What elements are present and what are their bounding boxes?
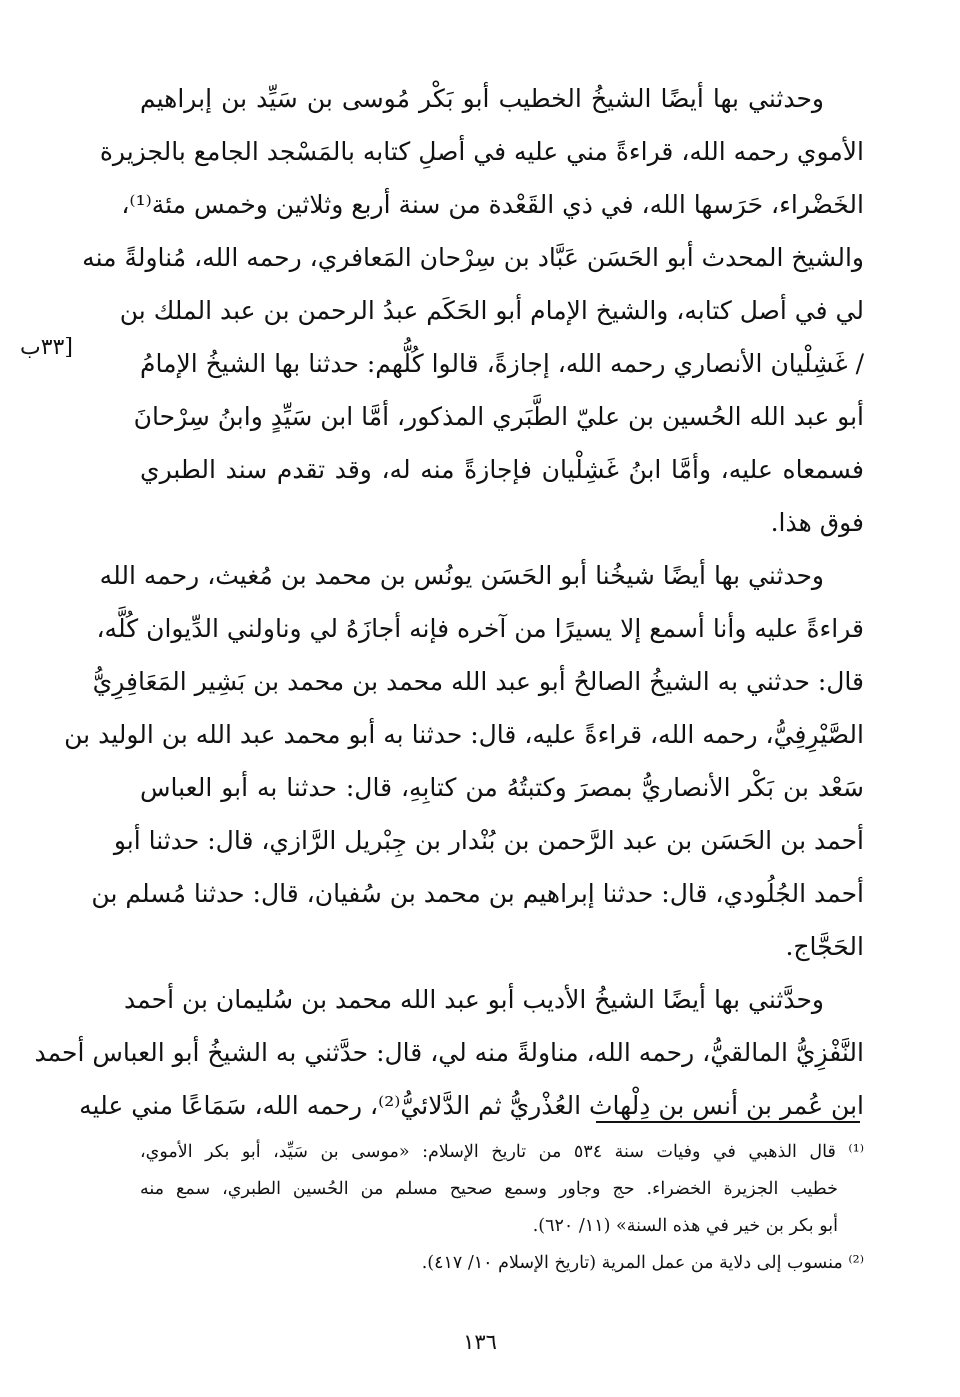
text-line: وحدَّثني بها أيضًا الشيخُ الأديب أبو عبد الله محمد بن سُليمان بن أحمد: [124, 985, 824, 1014]
text-line: قال: حدثني به الشيخُ الصالحُ أبو عبد الله محمد بن محمد بن بَشِير المَعَافِرِيُّ: [92, 667, 864, 696]
folio-margin-note: [٣٣ب: [20, 335, 73, 360]
footnote-line: أبو بكر بن خير في هذه السنة» (١١/ ٦٢٠).: [532, 1216, 838, 1236]
text-line: فوق هذا.: [770, 508, 864, 537]
text-line: سَعْد بن بَكْر الأنصاريُّ بمصرَ وكتبتُهُ من كتابِهِ، قال: حدثنا به أبو العباس: [140, 773, 864, 802]
text-line: وحدثني بها أيضًا شيخُنا أبو الحَسَن يونُس بن محمد بن مُغيث، رحمه الله: [99, 561, 824, 590]
text-line: أحمد الجُلُودي، قال: حدثنا إبراهيم بن محمد بن سُفيان، قال: حدثنا مُسلم بن: [91, 879, 864, 908]
text-line: الأموي رحمه الله، قراءةً مني عليه في أصلِ كتابه بالمَسْجد الجامع بالجزيرة: [99, 137, 864, 166]
text-line: قراءةً عليه وأنا أسمع إلا يسيرًا من آخره فإنه أجازَهُ لي وناولني الدِّيوان كُلَّه،: [96, 614, 864, 643]
footnote-line: ⁽²⁾ منسوب إلى دلاية من عمل المرية (تاريخ الإسلام ١٠/ ٤١٧).: [421, 1253, 864, 1273]
footnote-line: ⁽¹⁾ قال الذهبي في وفيات سنة ٥٣٤ من تاريخ الإسلام: «موسى بن سَيِّد، أبو بكر الأموي،: [140, 1142, 865, 1162]
page-number: ١٣٦: [463, 1330, 497, 1354]
text-line: والشيخ المحدث أبو الحَسَن عَبَّاد بن سِرْحان المَعافري، رحمه الله، مُناولةً منه: [82, 243, 864, 272]
text-line: ابن عُمر بن أنس بن دِلْهاث العُذْريُّ ثم الدَّلائيُّ⁽²⁾، رحمه الله، سَمَاعًا مني عليه: [79, 1091, 864, 1120]
text-line: / غَشِلْيان الأنصاري رحمه الله، إجازةً، قالوا كُلُّهم: حدثنا بها الشيخُ الإمامُ: [140, 349, 864, 378]
text-line: أحمد بن الحَسَن بن عبد الرَّحمن بن بُنْدار بن جِبْريل الرَّازي، قال: حدثنا أبو: [113, 826, 864, 855]
footnote-line: خطيب الجزيرة الخضراء. حج وجاور وسمع صحيح مسلم من الحُسين الطبري، سمع منه: [140, 1179, 838, 1199]
text-line: فسمعاه عليه، وأمَّا ابنُ غَشِلْيان فإجازةً منه له، وقد تقدم سند الطبري: [140, 455, 864, 484]
text-line: الصَّيْرِفِيُّ، رحمه الله، قراءةً عليه، قال: حدثنا به أبو محمد عبد الله بن الوليد بن: [64, 720, 864, 749]
text-line: وحدثني بها أيضًا الشيخُ الخطيب أبو بَكْر مُوسى بن سَيِّد بن إبراهيم: [140, 84, 824, 113]
text-line: لي في أصل كتابه، والشيخ الإمام أبو الحَكَم عبدُ الرحمن بن عبد الملك بن: [119, 296, 864, 325]
text-line: الحَجَّاج.: [785, 932, 864, 961]
footnotes: [140, 1134, 864, 1282]
text-line: الخَضْراء، حَرَسها الله، في ذي القَعْدة من سنة أربع وثلاثين وخمس مئة⁽¹⁾،: [121, 190, 864, 219]
text-line: أبو عبد الله الحُسين بن عليّ الطَّبَري المذكور، أمَّا ابن سَيِّدٍ وابنُ سِرْحانَ: [133, 402, 864, 431]
footnote-divider: [596, 1121, 860, 1123]
text-line: النَّفْزِيُّ المالقيُّ، رحمه الله، مناولةً منه لي، قال: حدَّثني به الشيخُ أبو العباس أحمد: [34, 1038, 864, 1067]
